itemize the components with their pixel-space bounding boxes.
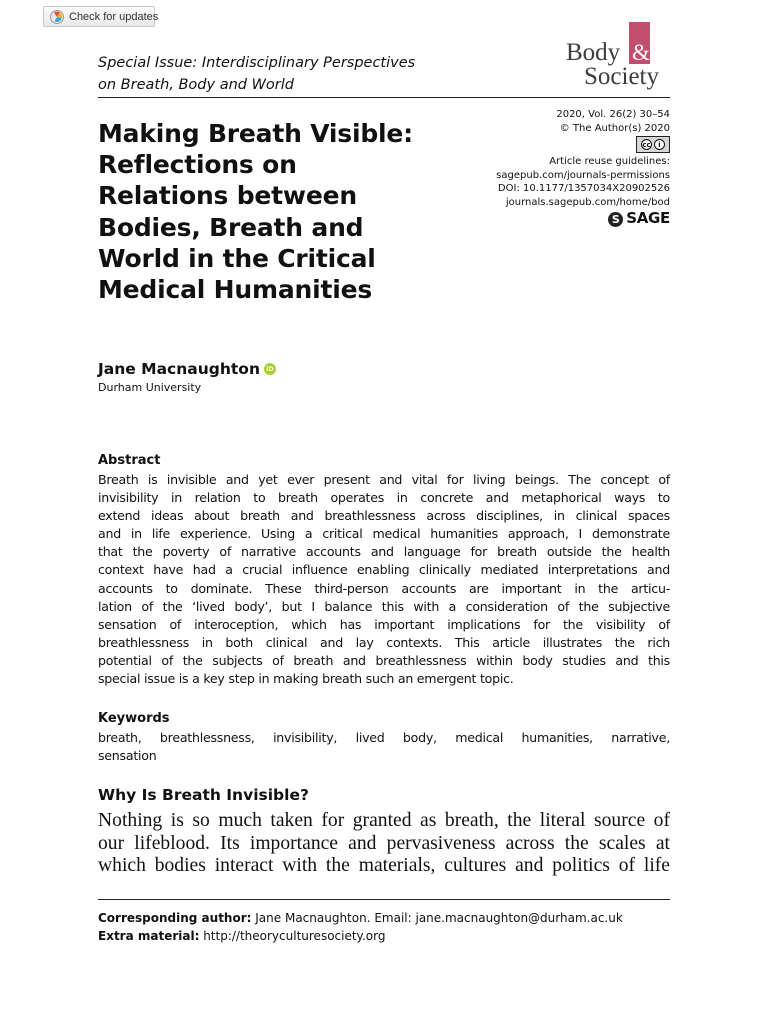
header-divider xyxy=(98,97,670,98)
sage-mark-icon: S xyxy=(608,212,623,227)
journal-logo xyxy=(566,22,670,92)
author-name: Jane Macnaughton xyxy=(98,360,260,378)
section-heading: Why Is Breath Invisible? xyxy=(98,786,309,804)
journal-url[interactable]: journals.sagepub.com/home/bod xyxy=(505,196,670,208)
keywords-line: breath, breathlessness, invisibility, lived body, medical humanities, narrative, xyxy=(98,730,670,745)
keywords-line: sensation xyxy=(98,748,157,764)
extra-material-note xyxy=(98,928,623,946)
special-issue-header xyxy=(98,52,498,96)
doi[interactable]: DOI: 10.1177/1357034X20902526 xyxy=(497,183,670,195)
abstract-line: extend ideas about breath and breathlessness across disciplines, in clinical spaces xyxy=(98,508,670,524)
abstract-line: lation of the ‘lived body’, but I balance this with a consideration of the subjective xyxy=(98,598,670,614)
abstract-line: accounts to dominate. These third-person accounts are important in the articu- xyxy=(98,580,670,596)
title-line: Medical Humanities xyxy=(98,275,373,305)
abstract-heading: Abstract xyxy=(98,453,161,468)
cc-by-license-icon[interactable] xyxy=(636,136,670,153)
keywords-text xyxy=(98,729,670,765)
author-affiliation: Durham University xyxy=(98,381,202,394)
abstract-line: breathlessness in both clinical and lay contexts. This article illustrates the rich xyxy=(98,634,670,650)
article-metadata xyxy=(440,108,670,227)
extra-material-link[interactable]: http://theoryculturesociety.org xyxy=(199,928,386,943)
crossmark-icon xyxy=(50,10,64,24)
cc-icon: cc xyxy=(642,141,651,150)
check-for-updates-badge[interactable] xyxy=(43,6,159,27)
corresponding-author-text[interactable]: Jane Macnaughton. Email: jane.macnaughton@durham.ac.uk xyxy=(251,911,623,925)
keywords-heading: Keywords xyxy=(98,711,170,726)
abstract-line: context have had a crucial influence enabling clinically mediated interpretations and xyxy=(98,562,670,578)
logo-ampersand: & xyxy=(632,40,650,65)
series-line: on Breath, Body and World xyxy=(98,77,294,93)
abstract-line: sensation of interoception, which has important implications for the visibility of xyxy=(98,616,670,632)
citation: 2020, Vol. 26(2) 30–54 xyxy=(556,109,670,120)
permissions-link[interactable]: sagepub.com/journals-permissions xyxy=(496,169,670,181)
abstract-line: invisibility in relation to breath operates in concrete and metaphorical ways to xyxy=(98,490,670,506)
title-line: Reflections on xyxy=(98,150,297,180)
corresponding-author-note xyxy=(98,910,623,928)
extra-material-label: Extra material: xyxy=(98,928,200,943)
body-line: which bodies interact with the materials, cultures and politics of life xyxy=(98,855,670,877)
author-name-row xyxy=(98,359,276,379)
footnote-divider xyxy=(98,899,670,900)
title-line: Relations between xyxy=(98,181,357,211)
abstract-line: and in life experience. Using a critical medical humanities approach, I demonstrate xyxy=(98,526,670,542)
title-line: Making Breath Visible: xyxy=(98,119,413,148)
abstract-line: special issue is a key step in making breath such an emergent topic. xyxy=(98,671,514,687)
abstract-line: Breath is invisible and yet ever present and vital for living beings. The concept of xyxy=(98,472,670,487)
abstract-text xyxy=(98,471,670,688)
reuse-guidelines: Article reuse guidelines: xyxy=(549,156,670,168)
body-paragraph xyxy=(98,810,670,878)
body-line: our lifeblood. Its importance and pervasiveness across the scales at xyxy=(98,832,670,854)
title-line: Bodies, Breath and xyxy=(98,212,364,242)
by-icon: i xyxy=(654,139,665,150)
sage-wordmark: SAGE xyxy=(626,209,670,228)
copyright: © The Author(s) 2020 xyxy=(559,122,670,134)
title-line: World in the Critical xyxy=(98,243,376,273)
body-line: Nothing is so much taken for granted as breath, the literal source of xyxy=(98,810,670,831)
orcid-icon[interactable]: iD xyxy=(264,363,276,375)
abstract-line: that the poverty of narrative accounts and language for breath outside the health xyxy=(98,544,670,560)
logo-word-society: Society xyxy=(584,63,659,90)
series-line: Special Issue: Interdisciplinary Perspectives xyxy=(98,55,416,71)
abstract-line: potential of the subjects of breath and breathlessness within body studies and this xyxy=(98,652,670,668)
sage-logo xyxy=(608,209,670,228)
badge-label: Check for updates xyxy=(69,10,159,23)
footnotes xyxy=(98,910,623,945)
logo-word-body: Body xyxy=(566,39,621,66)
corresponding-author-label: Corresponding author: xyxy=(98,911,252,925)
